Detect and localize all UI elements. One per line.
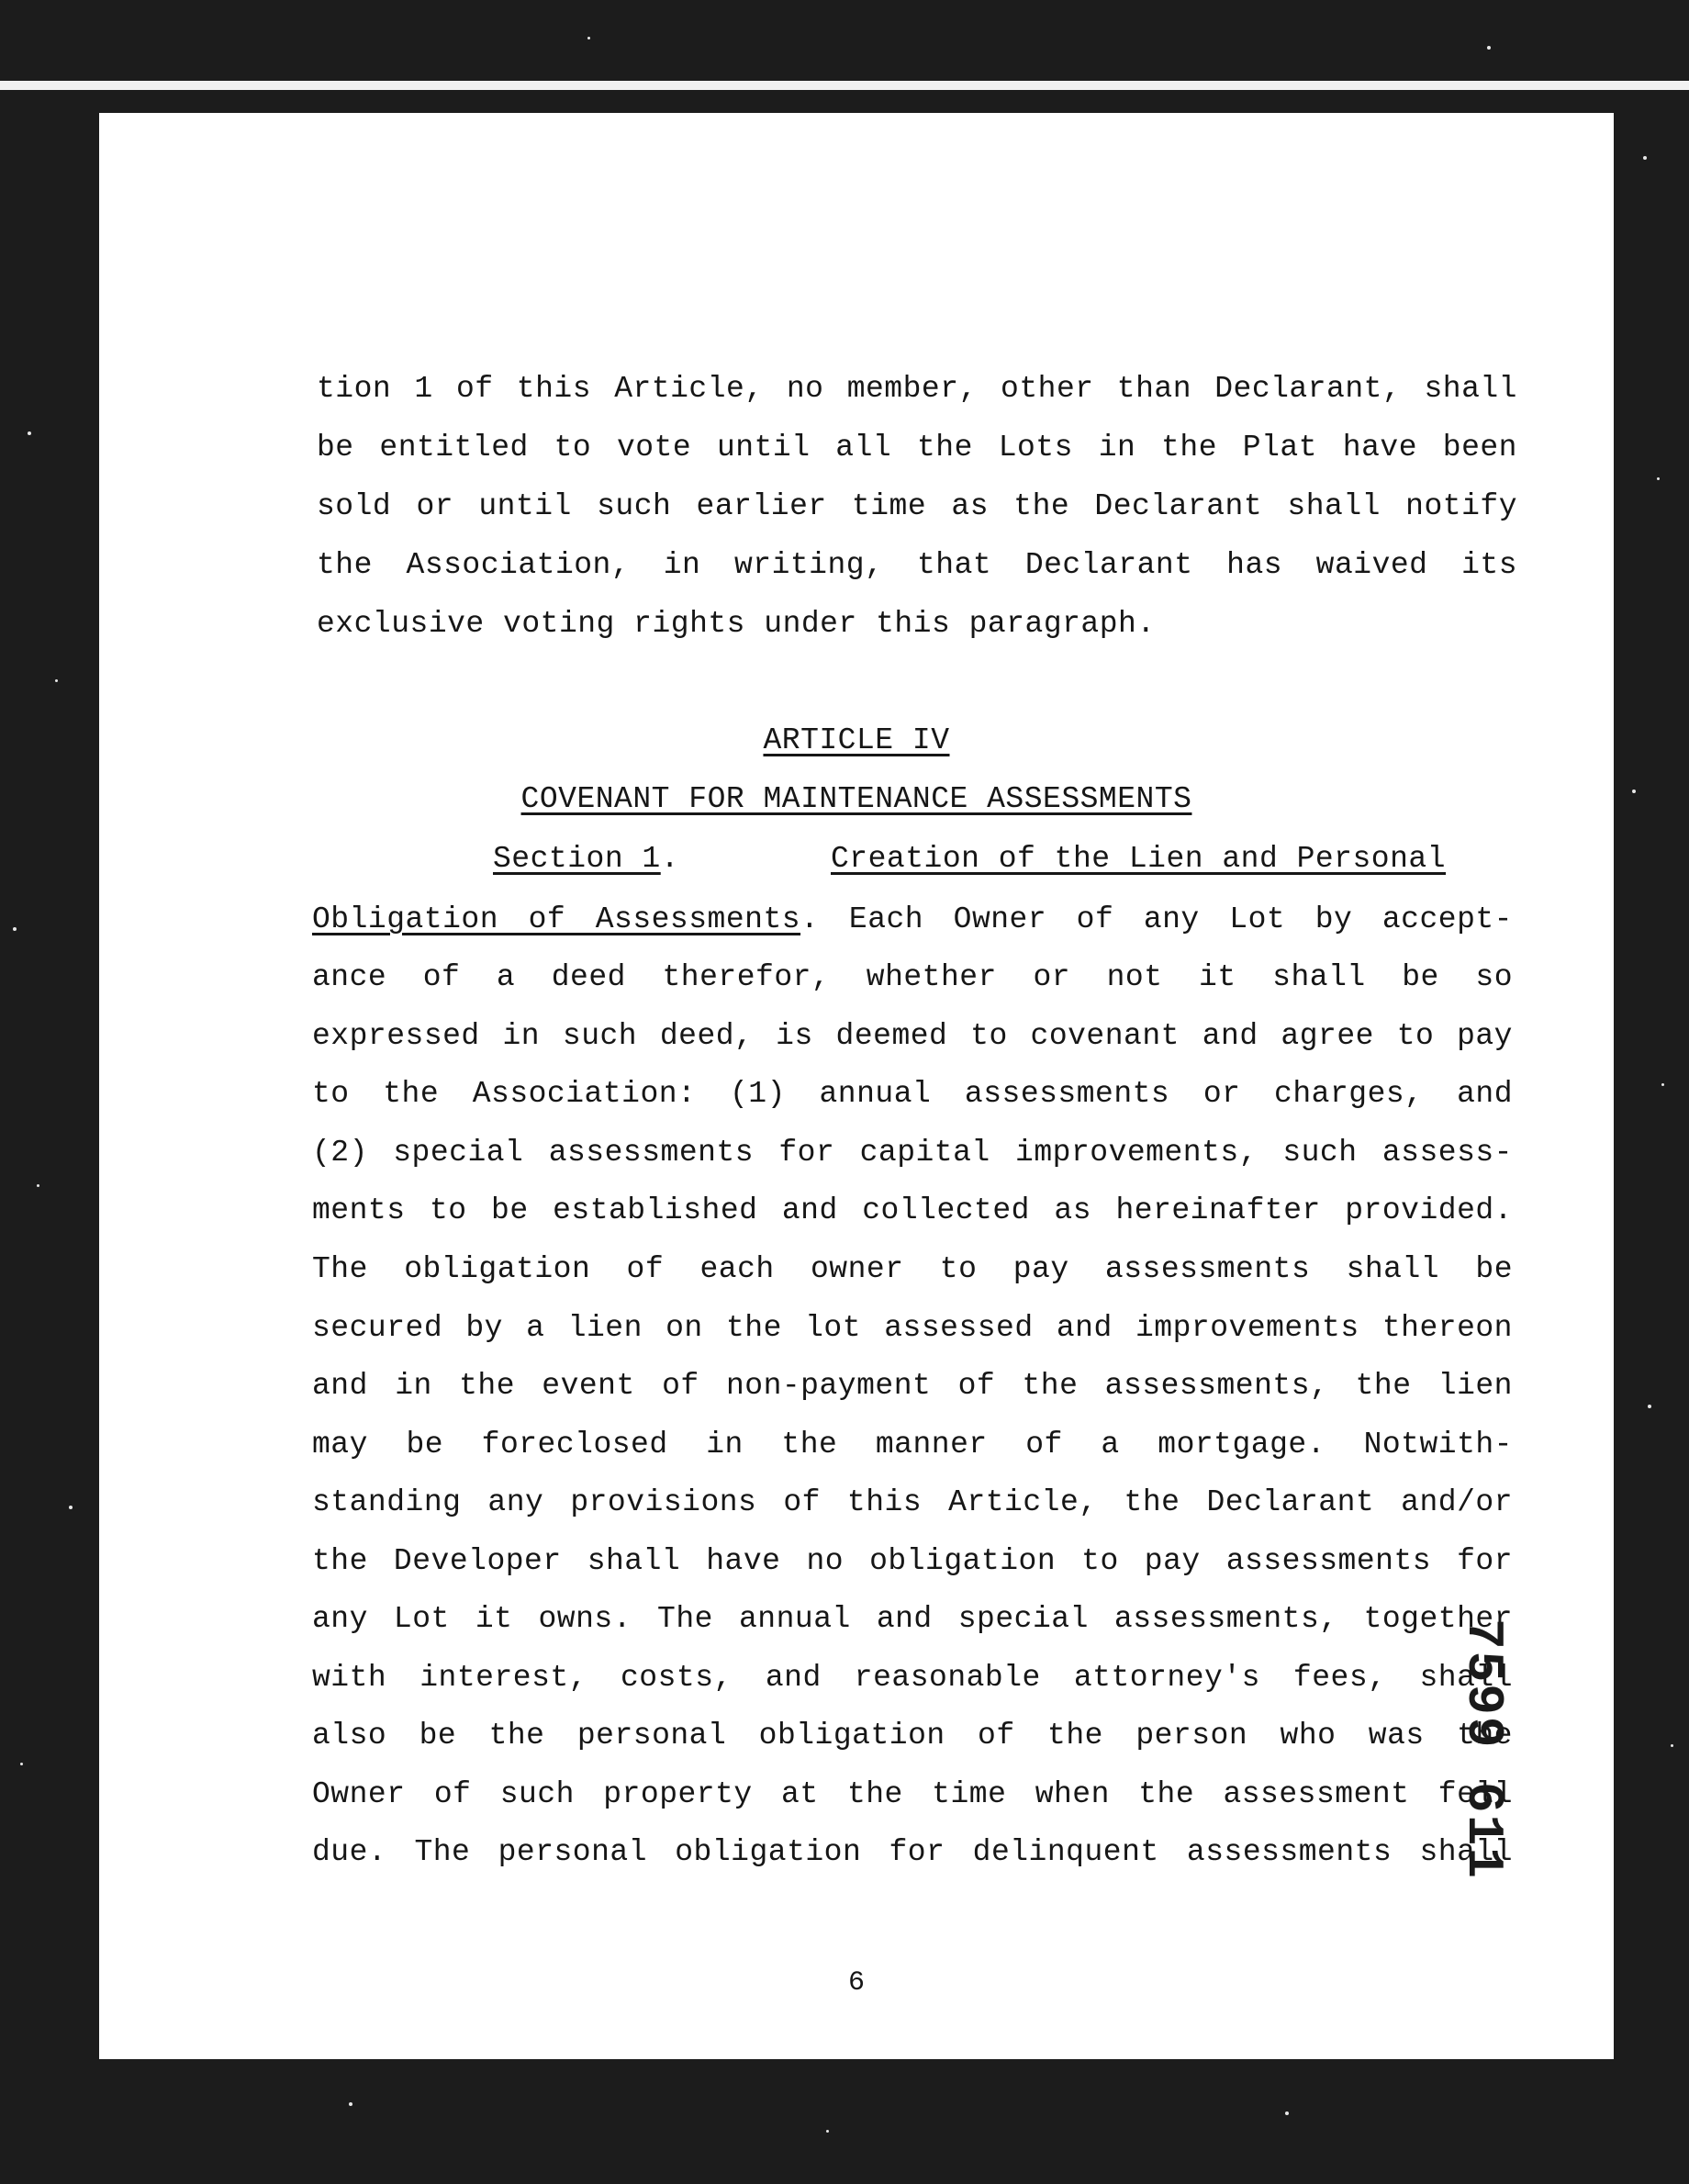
scan-speck [1671,1744,1673,1747]
text-line: expressed in such deed, is deemed to covenant and agree to pay [312,1019,1513,1053]
scan-speck [1285,2111,1289,2115]
text-line: tion 1 of this Article, no member, other than Declarant, shall [317,372,1517,406]
section-label: Section 1 [493,842,661,876]
article-subtitle: COVENANT FOR MAINTENANCE ASSESSMENTS [520,782,1192,816]
scan-speck [1487,46,1491,50]
scan-speck [55,679,58,682]
section-label-wrap [493,842,679,876]
text-line: due. The personal obligation for delinquent assessments shall [312,1835,1513,1869]
scan-speck [826,2130,829,2133]
section-heading-line1: Creation of the Lien and Personal [831,842,1447,876]
section-label-period: . [660,842,680,876]
text-line: ments to be established and collected as hereinafter provided. [312,1193,1513,1227]
text-line: may be foreclosed in the manner of a mortgage. Notwith- [312,1428,1513,1462]
text-line: the Developer shall have no obligation to pay assessments for [312,1544,1513,1578]
section-heading-line2-trail: . Each Owner of any Lot by accept- [800,902,1513,936]
scan-speck [28,431,31,435]
page-number: 6 [847,1967,865,1999]
scan-speck [587,37,590,39]
text-line: sold or until such earlier time as the Declarant shall notify [317,489,1517,523]
article-title: ARTICLE IV [763,723,950,757]
section-heading-line1-wrap [831,842,1446,876]
text-line: be entitled to vote until all the Lots in the Plat have been [317,431,1517,465]
text-line: the Association, in writing, that Declarant has waived its [317,548,1517,582]
text-line: secured by a lien on the lot assessed and improvements thereon [312,1311,1513,1345]
text-line: The obligation of each owner to pay assessments shall be [312,1252,1513,1286]
scan-speck [349,2102,352,2106]
scan-edge-strip [0,81,1689,90]
scan-speck [20,1763,23,1765]
text-line: ance of a deed therefor, whether or not it shall be so [312,960,1513,994]
scan-speck [1657,477,1660,480]
scan-speck [37,1184,39,1187]
scan-speck [13,927,17,931]
scan-speck [1648,1405,1651,1408]
text-line: also be the personal obligation of the person who was the [312,1719,1513,1753]
text-line: with interest, costs, and reasonable attorney's fees, shall [312,1661,1513,1695]
scan-speck [69,1506,73,1509]
text-line: any Lot it owns. The annual and special assessments, together [312,1602,1513,1636]
text-line [312,902,1513,938]
section-heading-line2: Obligation of Assessments [312,902,801,936]
text-line: standing any provisions of this Article, the Declarant and/or [312,1485,1513,1519]
text-line: Owner of such property at the time when the assessment fell [312,1777,1513,1811]
text-line: to the Association: (1) annual assessments or charges, and [312,1077,1513,1111]
scan-speck [1643,156,1647,160]
scan-speck [1632,790,1636,793]
text-line: exclusive voting rights under this paragraph. [317,607,1156,641]
scan-speck [1661,1083,1664,1086]
text-line: and in the event of non-payment of the assessments, the lien [312,1369,1513,1403]
document-page [99,113,1614,2059]
recording-stamp: 7599 611 [1454,1618,1513,1880]
text-line: (2) special assessments for capital improvements, such assess- [312,1136,1513,1170]
